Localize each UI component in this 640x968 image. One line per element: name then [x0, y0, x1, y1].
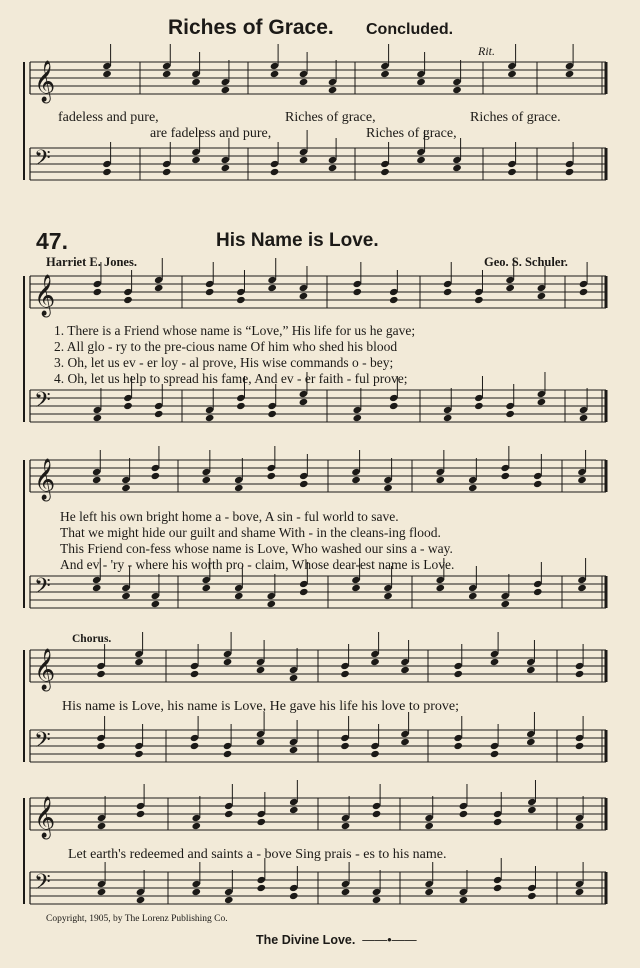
note-head	[289, 746, 299, 754]
verse-3-line-b: This Friend con-fess whose name is Love, Who washed our sins a - way.	[60, 541, 453, 556]
note-head	[459, 896, 469, 904]
note-head	[221, 164, 231, 172]
treble-clef-icon: 𝄞	[34, 797, 56, 838]
note-head	[341, 888, 351, 896]
chorus-line-2: Let earth's redeemed and saints a - bove Sing prais - es to his name.	[68, 847, 447, 862]
note-head	[162, 168, 172, 176]
note-head	[575, 670, 585, 678]
lyric-top-2b: Riches of grace,	[366, 126, 457, 141]
note-head	[328, 164, 338, 172]
note-head	[289, 806, 299, 814]
note-head	[97, 888, 107, 896]
note-head	[121, 484, 131, 492]
note-head	[435, 584, 445, 592]
note-head	[370, 750, 380, 758]
bass-clef-icon: 𝄢	[34, 388, 51, 418]
bass-clef-icon: 𝄢	[34, 870, 51, 900]
chorus-label: Chorus.	[72, 633, 112, 645]
note-head	[351, 584, 361, 592]
note-head	[389, 402, 399, 410]
note-head	[134, 750, 144, 758]
note-head	[453, 670, 463, 678]
note-head	[400, 666, 410, 674]
note-head	[526, 738, 536, 746]
verse-2-line-a: 2. All glo - ry to the pre-cious name Of him who shed his blood	[54, 339, 398, 354]
note-head	[500, 472, 510, 480]
note-head	[490, 750, 500, 758]
note-head	[351, 476, 361, 484]
note-head	[154, 284, 164, 292]
lyric-top-1c: Riches of grace.	[470, 110, 561, 125]
chorus-line-1: His name is Love, his name is Love, He gave his life his love to prove;	[62, 699, 459, 714]
note-head	[526, 666, 536, 674]
note-head	[266, 600, 276, 608]
note-head	[201, 584, 211, 592]
note-head	[400, 738, 410, 746]
lyricist-credit: Harriet E. Jones.	[46, 255, 137, 269]
note-head	[256, 666, 266, 674]
note-head	[416, 78, 426, 86]
note-head	[93, 414, 103, 422]
composer-credit: Geo. S. Schuler.	[484, 255, 568, 269]
note-head	[134, 658, 144, 666]
verse-1-line-b: He left his own bright home a - bove, A sin - ful world to save.	[60, 509, 399, 524]
note-head	[96, 670, 106, 678]
lyric-top-1a: fadeless and pure,	[58, 110, 159, 125]
note-head	[468, 592, 478, 600]
note-head	[97, 822, 107, 830]
note-head	[527, 892, 537, 900]
note-head	[383, 484, 393, 492]
note-head	[299, 588, 309, 596]
note-head	[527, 806, 537, 814]
bass-clef-icon: 𝄢	[34, 146, 51, 176]
note-head	[151, 600, 161, 608]
note-head	[270, 70, 280, 78]
note-head	[224, 810, 234, 818]
footer-ornament: ——•——	[358, 933, 417, 947]
verse-4-line-b: And ev - 'ry - where his worth pro - claim, Whose dear-est name is Love.	[60, 557, 455, 572]
note-head	[299, 156, 309, 164]
note-head	[468, 484, 478, 492]
note-head	[474, 296, 484, 304]
note-head	[289, 674, 299, 682]
note-head	[267, 410, 277, 418]
note-head	[493, 884, 503, 892]
note-head	[191, 888, 201, 896]
note-head	[537, 292, 547, 300]
note-head	[102, 168, 112, 176]
note-head	[266, 472, 276, 480]
note-head	[443, 288, 453, 296]
copyright-notice: Copyright, 1905, by The Lorenz Publishing Co.	[46, 914, 228, 924]
note-head	[123, 402, 133, 410]
note-head	[121, 592, 131, 600]
note-head	[370, 658, 380, 666]
note-head	[92, 584, 102, 592]
note-head	[505, 410, 515, 418]
lyric-top-1b: Riches of grace,	[285, 110, 376, 125]
note-head	[383, 592, 393, 600]
note-head	[123, 296, 133, 304]
note-head	[270, 168, 280, 176]
note-head	[579, 288, 589, 296]
verse-2-line-b: That we might hide our guilt and shame With - in the cleans-ing flood.	[60, 525, 441, 540]
note-head	[579, 414, 589, 422]
hymn-title: His Name is Love.	[216, 230, 379, 251]
note-head	[372, 810, 382, 818]
note-head	[424, 888, 434, 896]
note-head	[205, 288, 215, 296]
note-head	[505, 284, 515, 292]
note-head	[299, 480, 309, 488]
previous-hymn-title: Riches of Grace.	[168, 16, 334, 39]
note-head	[234, 592, 244, 600]
note-head	[224, 896, 234, 904]
note-head	[443, 414, 453, 422]
note-head	[223, 750, 233, 758]
footer-title: The Divine Love.	[256, 933, 356, 947]
note-head	[533, 588, 543, 596]
concluded-label: Concluded.	[366, 21, 454, 38]
note-head	[380, 168, 390, 176]
note-head	[537, 398, 547, 406]
note-head	[352, 414, 362, 422]
note-head	[256, 884, 266, 892]
note-head	[299, 292, 309, 300]
note-head	[236, 402, 246, 410]
note-head	[577, 476, 587, 484]
verse-4-line-a: 4. Oh, let us help to spread his fame, And ev - er faith - ful prove;	[54, 371, 408, 386]
note-head	[93, 288, 103, 296]
note-head	[577, 584, 587, 592]
note-head	[453, 742, 463, 750]
note-head	[340, 742, 350, 750]
note-head	[474, 402, 484, 410]
note-head	[223, 658, 233, 666]
note-head	[452, 86, 462, 94]
note-head	[191, 78, 201, 86]
note-head	[435, 476, 445, 484]
note-head	[500, 600, 510, 608]
note-head	[341, 822, 351, 830]
note-head	[507, 168, 517, 176]
note-head	[352, 288, 362, 296]
note-head	[221, 86, 231, 94]
note-head	[136, 896, 146, 904]
treble-clef-icon: 𝄞	[34, 459, 56, 500]
note-head	[191, 822, 201, 830]
note-head	[190, 670, 200, 678]
note-head	[493, 818, 503, 826]
note-head	[201, 476, 211, 484]
note-head	[96, 742, 106, 750]
treble-clef-icon: 𝄞	[34, 275, 56, 316]
verse-1-line-a: 1. There is a Friend whose name is “Love,” His life for us he gave;	[54, 323, 416, 338]
lyric-top-2a: are fadeless and pure,	[150, 126, 272, 141]
note-head	[92, 476, 102, 484]
note-head	[102, 70, 112, 78]
note-head	[575, 822, 585, 830]
bass-clef-icon: 𝄢	[34, 728, 51, 758]
note-head	[299, 78, 309, 86]
note-head	[389, 296, 399, 304]
note-head	[236, 296, 246, 304]
note-head	[191, 156, 201, 164]
note-head	[565, 70, 575, 78]
bass-clef-icon: 𝄢	[34, 574, 51, 604]
verse-3-line-a: 3. Oh, let us ev - er loy - al prove, His wise commands o - bey;	[54, 355, 394, 370]
note-head	[205, 414, 215, 422]
note-head	[575, 742, 585, 750]
note-head	[256, 738, 266, 746]
note-head	[452, 164, 462, 172]
note-head	[267, 284, 277, 292]
note-head	[490, 658, 500, 666]
note-head	[459, 810, 469, 818]
note-head	[154, 410, 164, 418]
note-head	[424, 822, 434, 830]
note-head	[380, 70, 390, 78]
note-head	[151, 472, 161, 480]
hymn-number: 47.	[36, 228, 68, 254]
note-head	[533, 480, 543, 488]
note-head	[162, 70, 172, 78]
note-head	[234, 484, 244, 492]
treble-clef-icon: 𝄞	[34, 649, 56, 690]
note-head	[190, 742, 200, 750]
treble-clef-icon: 𝄞	[34, 61, 56, 102]
note-head	[575, 888, 585, 896]
note-head	[507, 70, 517, 78]
note-head	[289, 892, 299, 900]
note-head	[340, 670, 350, 678]
note-head	[299, 398, 309, 406]
note-head	[328, 86, 338, 94]
note-head	[136, 810, 146, 818]
note-head	[416, 156, 426, 164]
note-head	[372, 896, 382, 904]
ritardando-marking: Rit.	[478, 44, 495, 58]
note-head	[256, 818, 266, 826]
note-head	[565, 168, 575, 176]
